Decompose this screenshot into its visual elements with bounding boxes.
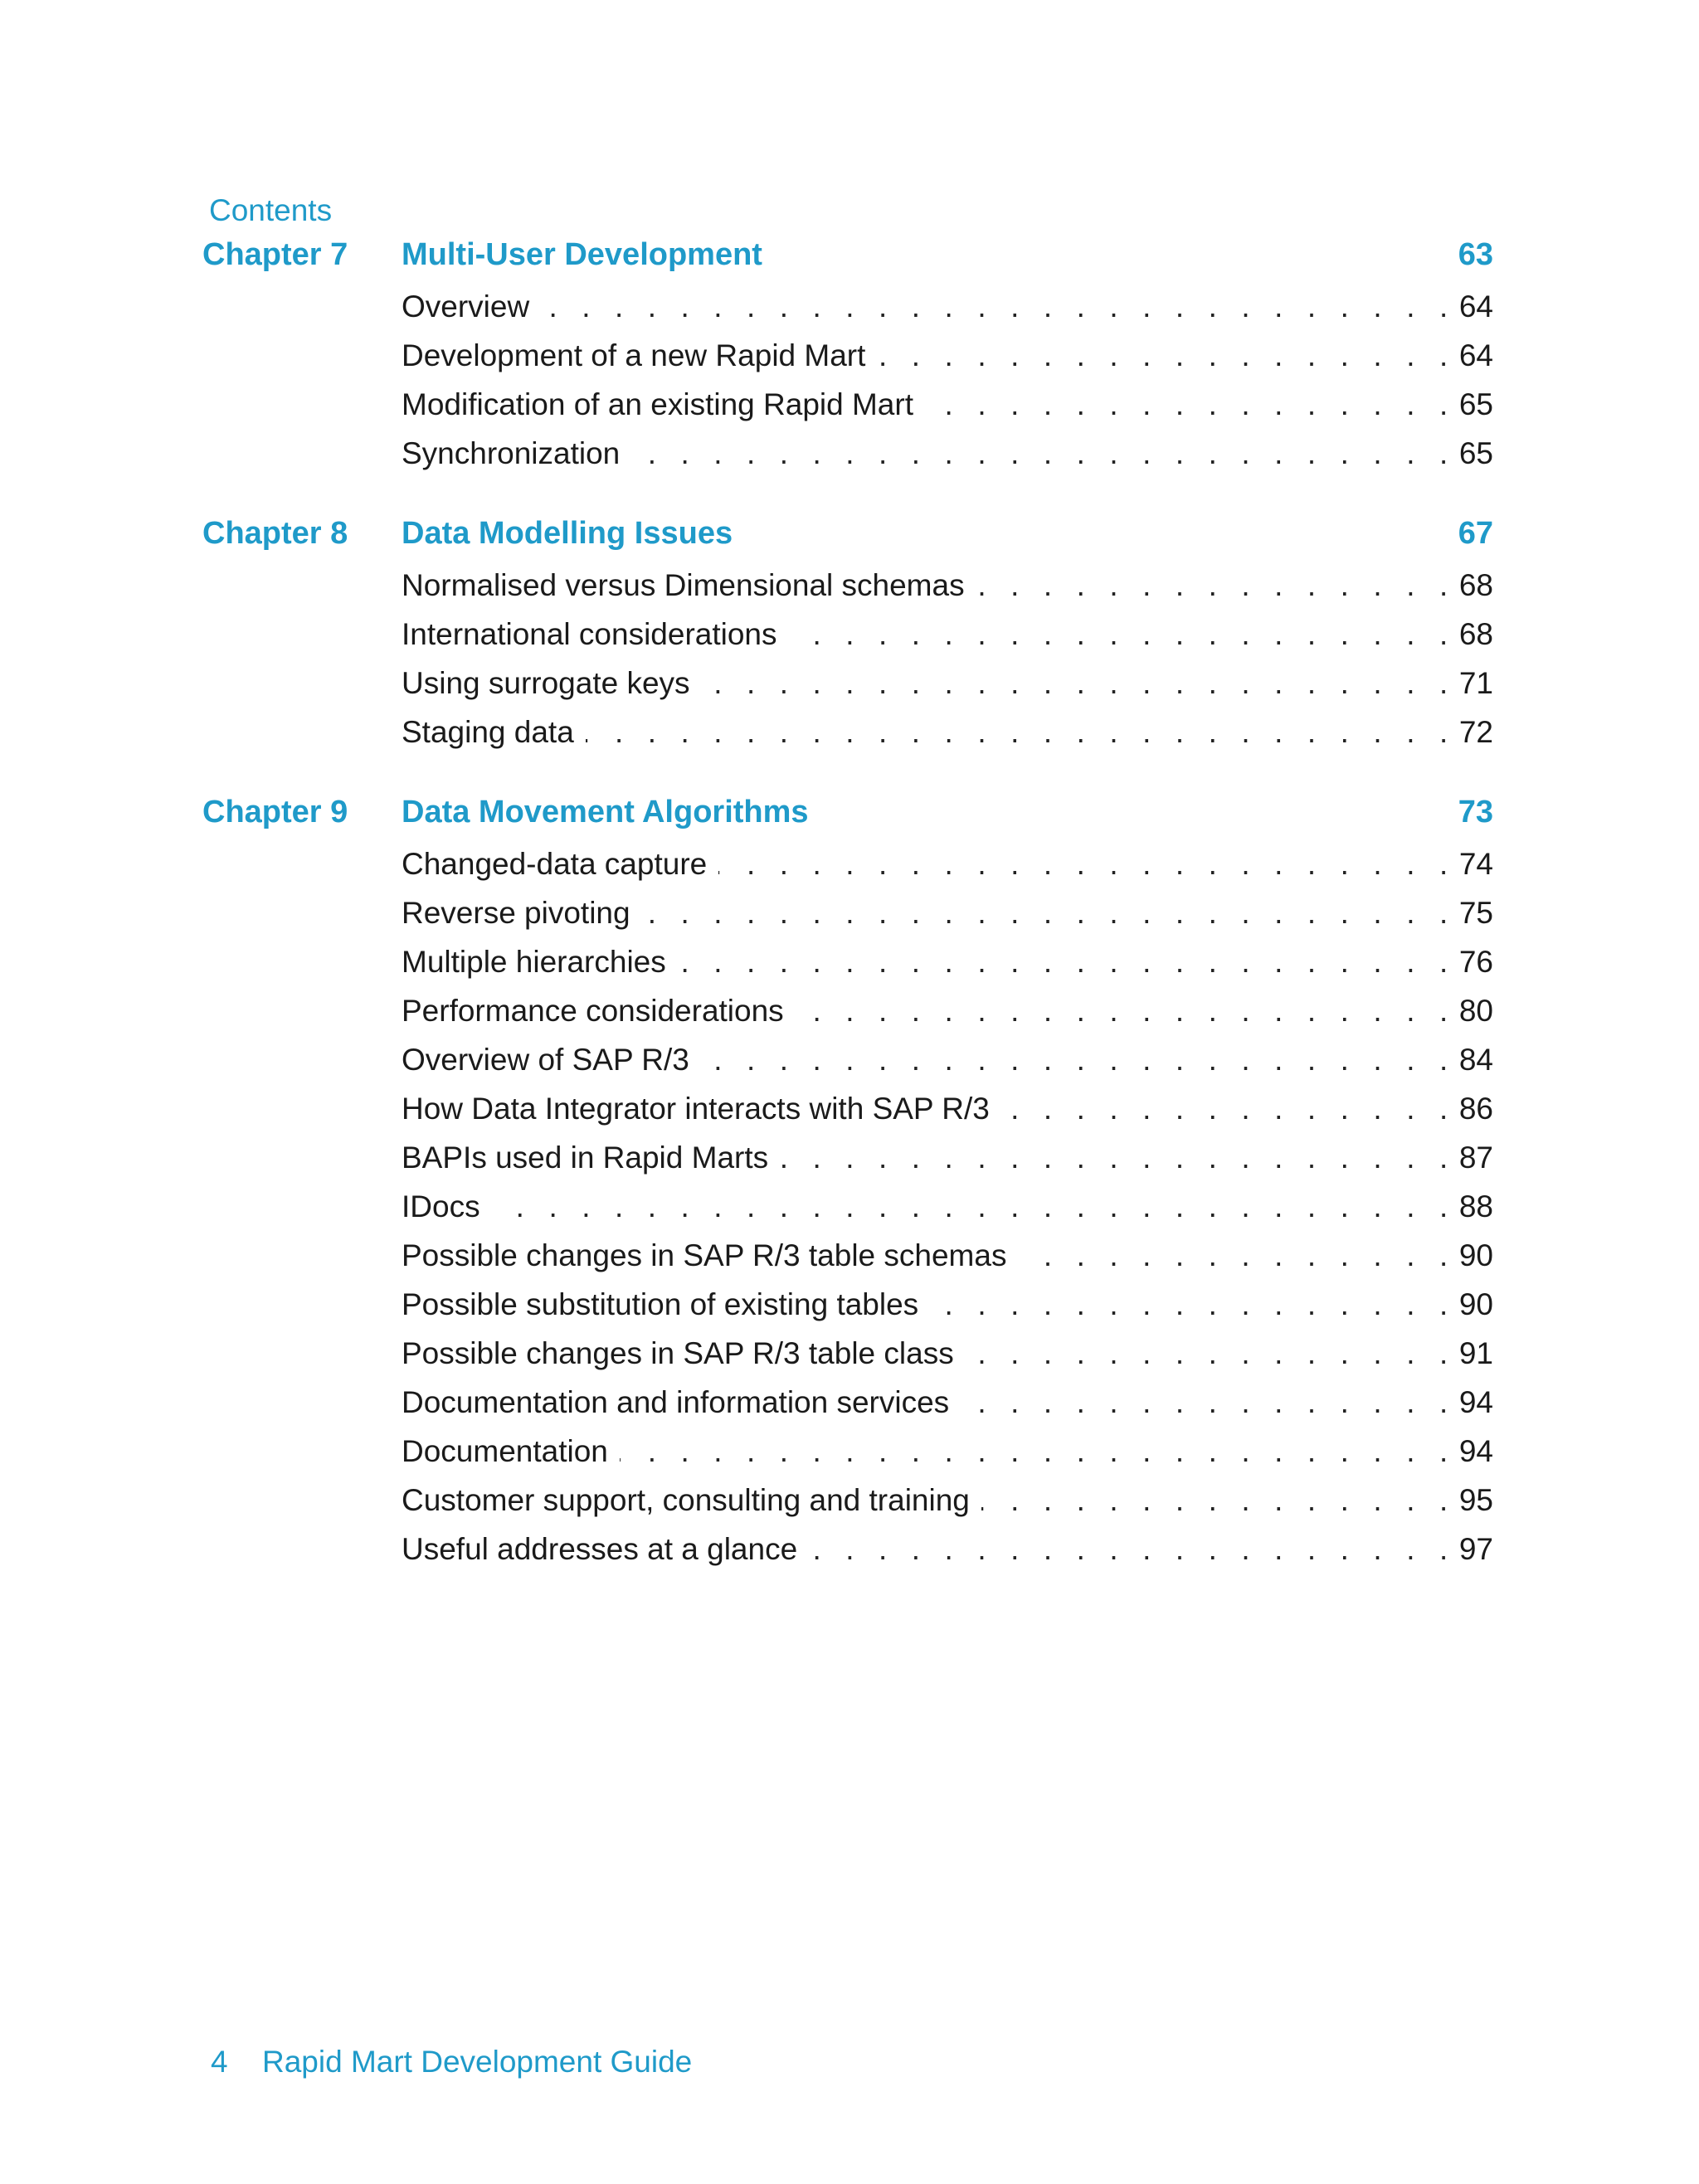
entry-page: 90 (1458, 1238, 1493, 1272)
toc-entry[interactable] (402, 1329, 1493, 1378)
chapter-label: Chapter 8 (202, 516, 348, 551)
toc-entry[interactable] (402, 1084, 1493, 1133)
toc-entry[interactable] (402, 1035, 1493, 1084)
chapter-title: Data Modelling Issues (402, 516, 733, 551)
toc-entry[interactable] (402, 1525, 1493, 1574)
entry-title: Possible changes in SAP R/3 table class (402, 1336, 954, 1370)
entry-title: Development of a new Rapid Mart (402, 338, 866, 372)
entry-page: 64 (1458, 289, 1493, 323)
entry-page: 75 (1458, 896, 1493, 930)
toc-entry[interactable] (402, 561, 1493, 610)
chapter-8 (202, 509, 1493, 756)
entry-page: 95 (1458, 1483, 1493, 1517)
entry-title: Overview of SAP R/3 (402, 1043, 689, 1077)
toc-entry[interactable] (402, 380, 1493, 429)
toc-entry[interactable] (402, 1427, 1493, 1476)
chapter-entries (402, 836, 1493, 1574)
entry-title: Normalised versus Dimensional schemas (402, 568, 965, 602)
entry-title: Synchronization (402, 436, 621, 470)
entry-page: 80 (1458, 994, 1493, 1028)
entry-page: 65 (1458, 436, 1493, 470)
chapter-label: Chapter 7 (202, 237, 348, 272)
toc-entry[interactable] (402, 1280, 1493, 1329)
dot-leader (966, 1329, 1456, 1378)
entry-title: BAPIs used in Rapid Marts (402, 1141, 769, 1175)
dot-leader (678, 937, 1456, 986)
dot-leader (541, 282, 1456, 331)
toc-entry[interactable] (402, 429, 1493, 478)
entry-title: Customer support, consulting and training (402, 1483, 970, 1517)
entry-title: Documentation and information services (402, 1385, 950, 1419)
entry-title: Multiple hierarchies (402, 945, 666, 979)
running-head: Contents (209, 193, 333, 227)
entry-title: Possible changes in SAP R/3 table schemas (402, 1238, 1007, 1272)
dot-leader (789, 610, 1456, 659)
toc-entry[interactable] (402, 708, 1493, 756)
entry-title: Reverse pivoting (402, 896, 630, 930)
dot-leader (631, 429, 1456, 478)
toc-entry[interactable] (402, 1231, 1493, 1280)
entry-title: Useful addresses at a glance (402, 1532, 798, 1566)
entry-title: Staging data (402, 715, 574, 749)
entry-page: 91 (1458, 1336, 1493, 1370)
entry-page: 88 (1458, 1189, 1493, 1223)
entry-page: 86 (1458, 1092, 1493, 1126)
chapter-page: 67 (1458, 516, 1493, 551)
chapter-entries (402, 279, 1493, 478)
entry-page: 68 (1458, 568, 1493, 602)
dot-leader (780, 1133, 1456, 1182)
toc-entry[interactable] (402, 888, 1493, 937)
entry-page: 90 (1458, 1287, 1493, 1321)
table-of-contents (202, 231, 1493, 1574)
entry-title: Documentation (402, 1434, 608, 1468)
toc-entry[interactable] (402, 659, 1493, 708)
footer-page-number: 4 (211, 2045, 228, 2079)
dot-leader (620, 1427, 1456, 1476)
dot-leader (809, 1525, 1456, 1574)
entry-page: 71 (1458, 666, 1493, 700)
toc-entry[interactable] (402, 610, 1493, 659)
toc-entry[interactable] (402, 937, 1493, 986)
entry-page: 64 (1458, 338, 1493, 372)
dot-leader (702, 659, 1456, 708)
dot-leader (492, 1182, 1456, 1231)
entry-page: 94 (1458, 1385, 1493, 1419)
entry-title: Possible substitution of existing tables (402, 1287, 919, 1321)
chapter-heading[interactable] (202, 509, 1493, 557)
dot-leader (796, 986, 1456, 1035)
dot-leader (981, 1476, 1456, 1525)
entry-page: 74 (1458, 847, 1493, 881)
chapter-entries (402, 557, 1493, 756)
dot-leader (701, 1035, 1456, 1084)
entry-title: Performance considerations (402, 994, 784, 1028)
chapter-9 (202, 788, 1493, 1574)
entry-title: How Data Integrator interacts with SAP R/3 (402, 1092, 990, 1126)
toc-entry[interactable] (402, 1378, 1493, 1427)
chapter-title: Multi-User Development (402, 237, 762, 272)
chapter-label: Chapter 9 (202, 795, 348, 829)
entry-page: 68 (1458, 617, 1493, 651)
dot-leader (877, 331, 1455, 380)
page-footer (211, 2041, 692, 2084)
dot-leader (961, 1378, 1456, 1427)
entry-page: 84 (1458, 1043, 1493, 1077)
toc-entry[interactable] (402, 1182, 1493, 1231)
dot-leader (642, 888, 1456, 937)
entry-page: 87 (1458, 1141, 1493, 1175)
dot-leader (1001, 1084, 1456, 1133)
toc-entry[interactable] (402, 282, 1493, 331)
dot-leader (925, 380, 1456, 429)
entry-page: 76 (1458, 945, 1493, 979)
entry-title: Modification of an existing Rapid Mart (402, 387, 913, 421)
chapter-heading[interactable] (202, 231, 1493, 279)
entry-page: 65 (1458, 387, 1493, 421)
chapter-heading[interactable] (202, 788, 1493, 836)
toc-entry[interactable] (402, 839, 1493, 888)
footer-book-title: Rapid Mart Development Guide (262, 2045, 693, 2079)
dot-leader (586, 708, 1456, 756)
entry-title: International considerations (402, 617, 777, 651)
toc-entry[interactable] (402, 1133, 1493, 1182)
chapter-7 (202, 231, 1493, 478)
toc-entry[interactable] (402, 331, 1493, 380)
chapter-page: 63 (1458, 237, 1493, 272)
entry-title: IDocs (402, 1189, 480, 1223)
toc-entry[interactable] (402, 986, 1493, 1035)
dot-leader (718, 839, 1456, 888)
chapter-page: 73 (1458, 795, 1493, 829)
dot-leader (976, 561, 1456, 610)
entry-title: Changed-data capture (402, 847, 708, 881)
dot-leader (930, 1280, 1456, 1329)
dot-leader (1018, 1231, 1455, 1280)
toc-entry[interactable] (402, 1476, 1493, 1525)
entry-title: Using surrogate keys (402, 666, 690, 700)
entry-page: 97 (1458, 1532, 1493, 1566)
entry-title: Overview (402, 289, 530, 323)
entry-page: 94 (1458, 1434, 1493, 1468)
chapter-title: Data Movement Algorithms (402, 795, 809, 829)
entry-page: 72 (1458, 715, 1493, 749)
